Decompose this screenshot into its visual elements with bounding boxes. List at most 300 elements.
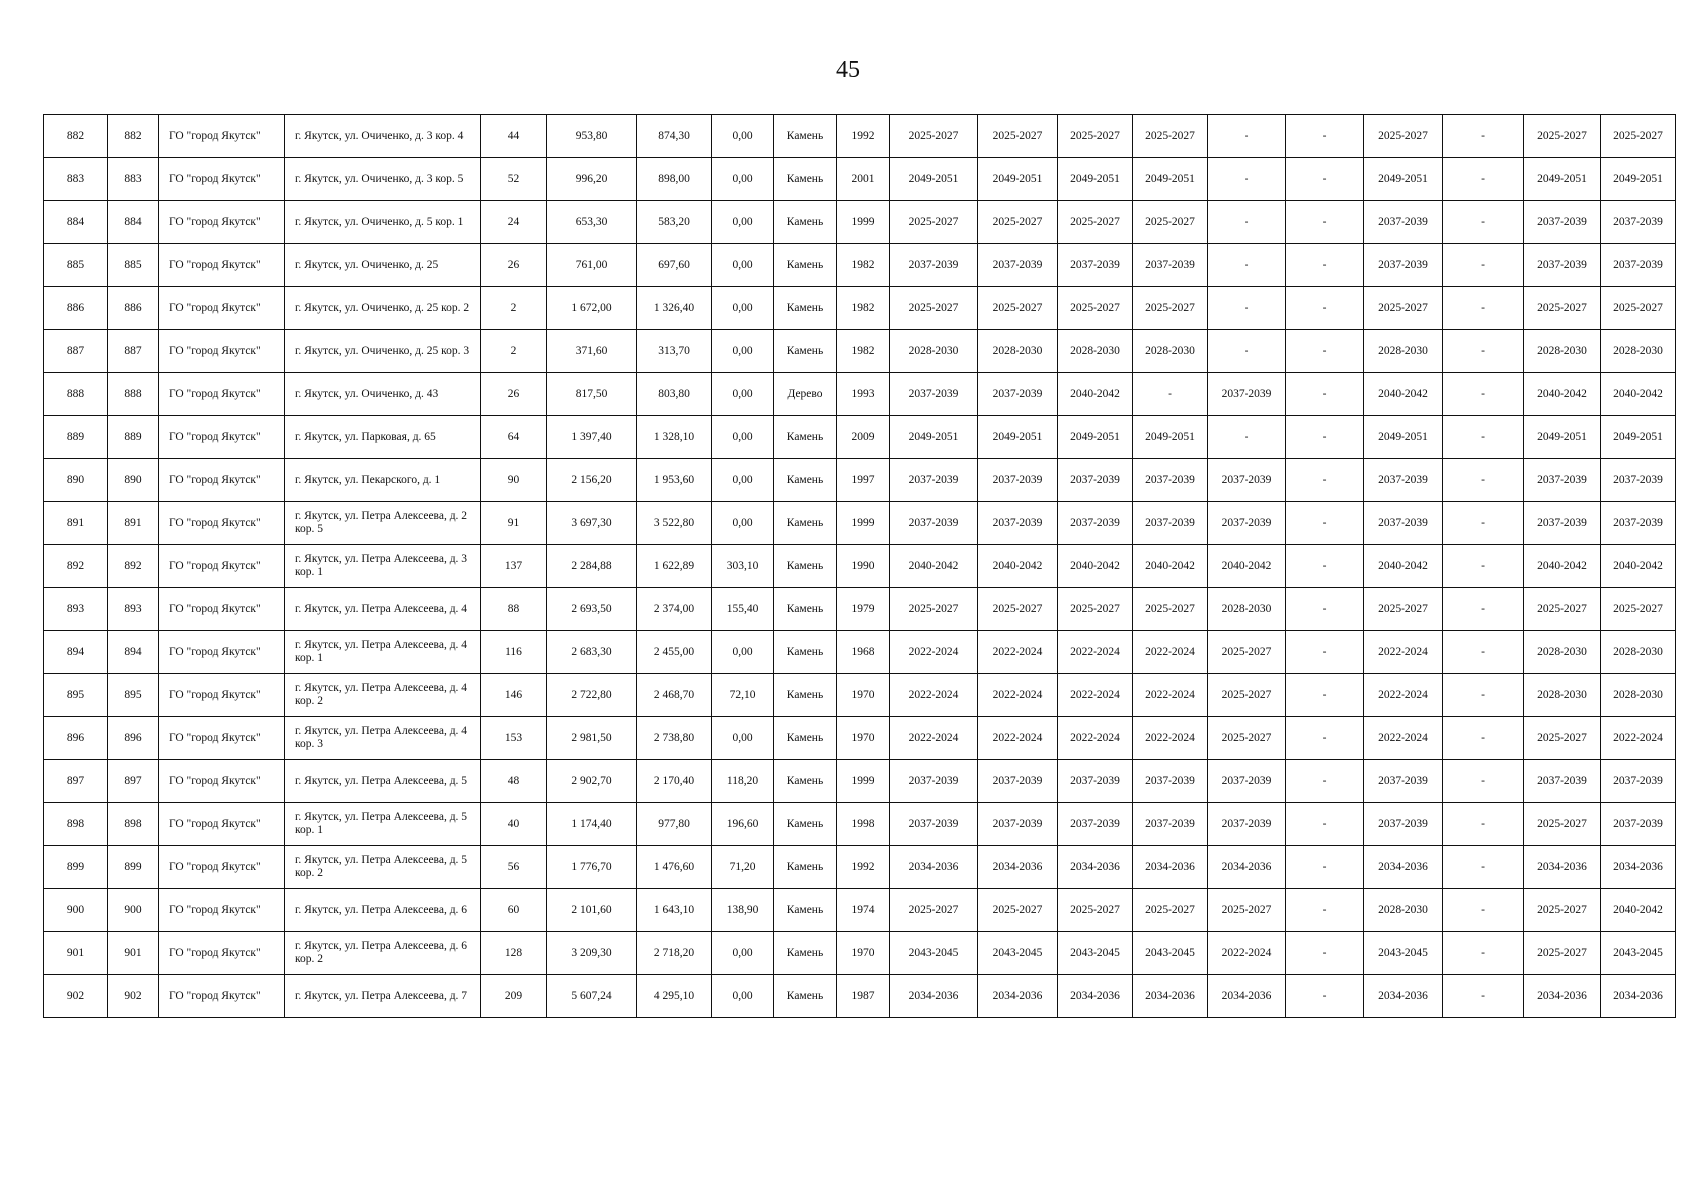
period-cell-3: 2049-2051 — [1058, 158, 1133, 201]
period-cell-4: 2025-2027 — [1133, 287, 1208, 330]
period-cell-1: 2022-2024 — [890, 717, 978, 760]
period-cell-6: - — [1286, 115, 1364, 158]
address-cell: г. Якутск, ул. Пекарского, д. 1 — [285, 459, 481, 502]
row-number-cell: 882 — [44, 115, 108, 158]
living-area-cell: 2 718,20 — [637, 932, 712, 975]
period-cell-8: - — [1443, 330, 1524, 373]
period-cell-3: 2049-2051 — [1058, 416, 1133, 459]
period-cell-7: 2025-2027 — [1364, 115, 1443, 158]
period-cell-6: - — [1286, 459, 1364, 502]
address-cell: г. Якутск, ул. Петра Алексеева, д. 5 — [285, 760, 481, 803]
period-cell-8: - — [1443, 502, 1524, 545]
total-area-cell: 371,60 — [547, 330, 637, 373]
period-cell-2: 2037-2039 — [978, 502, 1058, 545]
period-cell-2: 2022-2024 — [978, 674, 1058, 717]
year-built-cell: 1987 — [837, 975, 890, 1018]
row-number-cell: 895 — [44, 674, 108, 717]
wall-material-cell: Камень — [774, 416, 837, 459]
period-cell-2: 2049-2051 — [978, 158, 1058, 201]
period-cell-1: 2025-2027 — [890, 588, 978, 631]
municipality-cell: ГО "город Якутск" — [159, 459, 285, 502]
period-cell-9: 2028-2030 — [1524, 631, 1601, 674]
period-cell-7: 2037-2039 — [1364, 760, 1443, 803]
period-cell-2: 2034-2036 — [978, 846, 1058, 889]
period-cell-8: - — [1443, 975, 1524, 1018]
table-row — [44, 545, 1676, 588]
period-cell-9: 2040-2042 — [1524, 373, 1601, 416]
table-row — [44, 588, 1676, 631]
period-cell-2: 2025-2027 — [978, 201, 1058, 244]
period-cell-5: 2037-2039 — [1208, 502, 1286, 545]
year-built-cell: 1999 — [837, 760, 890, 803]
nonresidential-area-cell: 0,00 — [712, 287, 774, 330]
residents-cell: 153 — [481, 717, 547, 760]
period-cell-5: 2037-2039 — [1208, 459, 1286, 502]
period-cell-9: 2040-2042 — [1524, 545, 1601, 588]
period-cell-7: 2040-2042 — [1364, 545, 1443, 588]
municipality-cell: ГО "город Якутск" — [159, 717, 285, 760]
page-number: 45 — [836, 57, 860, 83]
period-cell-5: - — [1208, 201, 1286, 244]
row-number-cell: 884 — [44, 201, 108, 244]
period-cell-6: - — [1286, 932, 1364, 975]
period-cell-10: 2034-2036 — [1601, 846, 1676, 889]
period-cell-4: 2037-2039 — [1133, 244, 1208, 287]
wall-material-cell: Камень — [774, 846, 837, 889]
period-cell-5: - — [1208, 244, 1286, 287]
municipality-cell: ГО "город Якутск" — [159, 760, 285, 803]
total-area-cell: 2 722,80 — [547, 674, 637, 717]
period-cell-3: 2025-2027 — [1058, 201, 1133, 244]
living-area-cell: 2 738,80 — [637, 717, 712, 760]
house-number-cell: 885 — [108, 244, 159, 287]
residents-cell: 44 — [481, 115, 547, 158]
table-row — [44, 932, 1676, 975]
period-cell-2: 2022-2024 — [978, 631, 1058, 674]
period-cell-10: 2049-2051 — [1601, 158, 1676, 201]
municipality-cell: ГО "город Якутск" — [159, 674, 285, 717]
address-cell: г. Якутск, ул. Петра Алексеева, д. 3 кор. 1 — [285, 545, 481, 588]
total-area-cell: 2 284,88 — [547, 545, 637, 588]
period-cell-4: 2022-2024 — [1133, 674, 1208, 717]
address-cell: г. Якутск, ул. Очиченко, д. 3 кор. 4 — [285, 115, 481, 158]
table-row — [44, 975, 1676, 1018]
house-number-cell: 902 — [108, 975, 159, 1018]
period-cell-9: 2037-2039 — [1524, 502, 1601, 545]
nonresidential-area-cell: 303,10 — [712, 545, 774, 588]
table-row — [44, 760, 1676, 803]
total-area-cell: 2 101,60 — [547, 889, 637, 932]
nonresidential-area-cell: 0,00 — [712, 416, 774, 459]
house-number-cell: 884 — [108, 201, 159, 244]
period-cell-10: 2025-2027 — [1601, 588, 1676, 631]
period-cell-1: 2028-2030 — [890, 330, 978, 373]
period-cell-1: 2025-2027 — [890, 115, 978, 158]
residents-cell: 64 — [481, 416, 547, 459]
row-number-cell: 885 — [44, 244, 108, 287]
nonresidential-area-cell: 0,00 — [712, 330, 774, 373]
year-built-cell: 1993 — [837, 373, 890, 416]
period-cell-7: 2049-2051 — [1364, 158, 1443, 201]
period-cell-3: 2034-2036 — [1058, 975, 1133, 1018]
year-built-cell: 1997 — [837, 459, 890, 502]
municipality-cell: ГО "город Якутск" — [159, 846, 285, 889]
period-cell-4: 2037-2039 — [1133, 459, 1208, 502]
period-cell-4: 2028-2030 — [1133, 330, 1208, 373]
living-area-cell: 1 643,10 — [637, 889, 712, 932]
municipality-cell: ГО "город Якутск" — [159, 373, 285, 416]
row-number-cell: 891 — [44, 502, 108, 545]
table-row — [44, 287, 1676, 330]
period-cell-7: 2025-2027 — [1364, 588, 1443, 631]
house-number-cell: 887 — [108, 330, 159, 373]
address-cell: г. Якутск, ул. Петра Алексеева, д. 4 кор. 3 — [285, 717, 481, 760]
living-area-cell: 583,20 — [637, 201, 712, 244]
year-built-cell: 1998 — [837, 803, 890, 846]
house-number-cell: 895 — [108, 674, 159, 717]
period-cell-8: - — [1443, 459, 1524, 502]
period-cell-10: 2040-2042 — [1601, 545, 1676, 588]
period-cell-1: 2034-2036 — [890, 846, 978, 889]
nonresidential-area-cell: 138,90 — [712, 889, 774, 932]
period-cell-10: 2022-2024 — [1601, 717, 1676, 760]
wall-material-cell: Камень — [774, 502, 837, 545]
period-cell-5: 2040-2042 — [1208, 545, 1286, 588]
row-number-cell: 890 — [44, 459, 108, 502]
period-cell-1: 2022-2024 — [890, 631, 978, 674]
house-number-cell: 890 — [108, 459, 159, 502]
wall-material-cell: Камень — [774, 244, 837, 287]
wall-material-cell: Дерево — [774, 373, 837, 416]
total-area-cell: 653,30 — [547, 201, 637, 244]
period-cell-8: - — [1443, 631, 1524, 674]
period-cell-9: 2049-2051 — [1524, 158, 1601, 201]
period-cell-8: - — [1443, 803, 1524, 846]
period-cell-8: - — [1443, 674, 1524, 717]
period-cell-10: 2028-2030 — [1601, 631, 1676, 674]
period-cell-3: 2025-2027 — [1058, 115, 1133, 158]
wall-material-cell: Камень — [774, 631, 837, 674]
year-built-cell: 1999 — [837, 201, 890, 244]
residents-cell: 128 — [481, 932, 547, 975]
period-cell-7: 2037-2039 — [1364, 201, 1443, 244]
period-cell-1: 2049-2051 — [890, 416, 978, 459]
living-area-cell: 898,00 — [637, 158, 712, 201]
row-number-cell: 898 — [44, 803, 108, 846]
table-row — [44, 674, 1676, 717]
address-cell: г. Якутск, ул. Очиченко, д. 3 кор. 5 — [285, 158, 481, 201]
period-cell-2: 2022-2024 — [978, 717, 1058, 760]
residents-cell: 91 — [481, 502, 547, 545]
year-built-cell: 1968 — [837, 631, 890, 674]
residents-cell: 60 — [481, 889, 547, 932]
living-area-cell: 2 374,00 — [637, 588, 712, 631]
period-cell-3: 2025-2027 — [1058, 287, 1133, 330]
residents-cell: 2 — [481, 330, 547, 373]
period-cell-7: 2028-2030 — [1364, 330, 1443, 373]
period-cell-2: 2028-2030 — [978, 330, 1058, 373]
period-cell-3: 2022-2024 — [1058, 717, 1133, 760]
period-cell-9: 2037-2039 — [1524, 201, 1601, 244]
period-cell-3: 2025-2027 — [1058, 889, 1133, 932]
period-cell-6: - — [1286, 674, 1364, 717]
nonresidential-area-cell: 0,00 — [712, 975, 774, 1018]
total-area-cell: 2 693,50 — [547, 588, 637, 631]
residents-cell: 88 — [481, 588, 547, 631]
row-number-cell: 900 — [44, 889, 108, 932]
residents-cell: 90 — [481, 459, 547, 502]
residents-cell: 137 — [481, 545, 547, 588]
period-cell-9: 2034-2036 — [1524, 975, 1601, 1018]
house-number-cell: 889 — [108, 416, 159, 459]
period-cell-8: - — [1443, 846, 1524, 889]
period-cell-8: - — [1443, 201, 1524, 244]
nonresidential-area-cell: 0,00 — [712, 115, 774, 158]
period-cell-6: - — [1286, 717, 1364, 760]
living-area-cell: 3 522,80 — [637, 502, 712, 545]
house-number-cell: 900 — [108, 889, 159, 932]
wall-material-cell: Камень — [774, 760, 837, 803]
period-cell-6: - — [1286, 760, 1364, 803]
house-number-cell: 897 — [108, 760, 159, 803]
period-cell-10: 2037-2039 — [1601, 459, 1676, 502]
wall-material-cell: Камень — [774, 545, 837, 588]
period-cell-2: 2025-2027 — [978, 588, 1058, 631]
table-row — [44, 803, 1676, 846]
period-cell-4: 2040-2042 — [1133, 545, 1208, 588]
address-cell: г. Якутск, ул. Петра Алексеева, д. 5 кор. 1 — [285, 803, 481, 846]
period-cell-8: - — [1443, 889, 1524, 932]
period-cell-6: - — [1286, 158, 1364, 201]
period-cell-1: 2040-2042 — [890, 545, 978, 588]
table-row — [44, 889, 1676, 932]
wall-material-cell: Камень — [774, 803, 837, 846]
wall-material-cell: Камень — [774, 201, 837, 244]
wall-material-cell: Камень — [774, 975, 837, 1018]
year-built-cell: 1974 — [837, 889, 890, 932]
residents-cell: 146 — [481, 674, 547, 717]
period-cell-5: 2037-2039 — [1208, 803, 1286, 846]
period-cell-10: 2043-2045 — [1601, 932, 1676, 975]
period-cell-6: - — [1286, 287, 1364, 330]
period-cell-5: 2028-2030 — [1208, 588, 1286, 631]
period-cell-6: - — [1286, 846, 1364, 889]
period-cell-2: 2037-2039 — [978, 459, 1058, 502]
municipality-cell: ГО "город Якутск" — [159, 932, 285, 975]
period-cell-2: 2025-2027 — [978, 115, 1058, 158]
period-cell-3: 2028-2030 — [1058, 330, 1133, 373]
period-cell-6: - — [1286, 803, 1364, 846]
period-cell-6: - — [1286, 373, 1364, 416]
period-cell-7: 2037-2039 — [1364, 244, 1443, 287]
period-cell-10: 2037-2039 — [1601, 803, 1676, 846]
municipality-cell: ГО "город Якутск" — [159, 975, 285, 1018]
total-area-cell: 953,80 — [547, 115, 637, 158]
period-cell-1: 2037-2039 — [890, 502, 978, 545]
housing-registry-table — [43, 114, 1676, 1018]
address-cell: г. Якутск, ул. Очиченко, д. 5 кор. 1 — [285, 201, 481, 244]
period-cell-2: 2040-2042 — [978, 545, 1058, 588]
row-number-cell: 896 — [44, 717, 108, 760]
house-number-cell: 899 — [108, 846, 159, 889]
house-number-cell: 892 — [108, 545, 159, 588]
period-cell-4: 2037-2039 — [1133, 502, 1208, 545]
period-cell-6: - — [1286, 244, 1364, 287]
period-cell-5: - — [1208, 115, 1286, 158]
period-cell-4: 2043-2045 — [1133, 932, 1208, 975]
municipality-cell: ГО "город Якутск" — [159, 158, 285, 201]
total-area-cell: 5 607,24 — [547, 975, 637, 1018]
nonresidential-area-cell: 0,00 — [712, 201, 774, 244]
year-built-cell: 1992 — [837, 115, 890, 158]
address-cell: г. Якутск, ул. Очиченко, д. 43 — [285, 373, 481, 416]
period-cell-8: - — [1443, 287, 1524, 330]
year-built-cell: 2001 — [837, 158, 890, 201]
period-cell-7: 2022-2024 — [1364, 674, 1443, 717]
period-cell-8: - — [1443, 545, 1524, 588]
house-number-cell: 891 — [108, 502, 159, 545]
period-cell-10: 2037-2039 — [1601, 201, 1676, 244]
period-cell-3: 2037-2039 — [1058, 459, 1133, 502]
living-area-cell: 977,80 — [637, 803, 712, 846]
period-cell-4: 2049-2051 — [1133, 416, 1208, 459]
period-cell-10: 2037-2039 — [1601, 760, 1676, 803]
period-cell-2: 2037-2039 — [978, 803, 1058, 846]
residents-cell: 56 — [481, 846, 547, 889]
period-cell-5: 2034-2036 — [1208, 846, 1286, 889]
living-area-cell: 4 295,10 — [637, 975, 712, 1018]
total-area-cell: 2 902,70 — [547, 760, 637, 803]
row-number-cell: 892 — [44, 545, 108, 588]
nonresidential-area-cell: 71,20 — [712, 846, 774, 889]
year-built-cell: 1979 — [837, 588, 890, 631]
period-cell-9: 2037-2039 — [1524, 459, 1601, 502]
period-cell-6: - — [1286, 502, 1364, 545]
table-body — [44, 115, 1676, 1018]
living-area-cell: 1 476,60 — [637, 846, 712, 889]
wall-material-cell: Камень — [774, 889, 837, 932]
row-number-cell: 888 — [44, 373, 108, 416]
address-cell: г. Якутск, ул. Петра Алексеева, д. 4 кор. 2 — [285, 674, 481, 717]
row-number-cell: 886 — [44, 287, 108, 330]
period-cell-1: 2034-2036 — [890, 975, 978, 1018]
year-built-cell: 1999 — [837, 502, 890, 545]
period-cell-6: - — [1286, 330, 1364, 373]
period-cell-1: 2049-2051 — [890, 158, 978, 201]
period-cell-10: 2040-2042 — [1601, 373, 1676, 416]
period-cell-1: 2025-2027 — [890, 889, 978, 932]
period-cell-7: 2037-2039 — [1364, 459, 1443, 502]
period-cell-6: - — [1286, 416, 1364, 459]
period-cell-5: 2022-2024 — [1208, 932, 1286, 975]
address-cell: г. Якутск, ул. Петра Алексеева, д. 7 — [285, 975, 481, 1018]
period-cell-5: - — [1208, 416, 1286, 459]
residents-cell: 48 — [481, 760, 547, 803]
year-built-cell: 1990 — [837, 545, 890, 588]
house-number-cell: 886 — [108, 287, 159, 330]
nonresidential-area-cell: 0,00 — [712, 459, 774, 502]
residents-cell: 52 — [481, 158, 547, 201]
period-cell-2: 2025-2027 — [978, 889, 1058, 932]
table-row — [44, 330, 1676, 373]
wall-material-cell: Камень — [774, 932, 837, 975]
total-area-cell: 1 776,70 — [547, 846, 637, 889]
period-cell-3: 2037-2039 — [1058, 803, 1133, 846]
period-cell-9: 2049-2051 — [1524, 416, 1601, 459]
address-cell: г. Якутск, ул. Очиченко, д. 25 кор. 3 — [285, 330, 481, 373]
period-cell-10: 2028-2030 — [1601, 674, 1676, 717]
total-area-cell: 2 156,20 — [547, 459, 637, 502]
period-cell-7: 2037-2039 — [1364, 803, 1443, 846]
period-cell-7: 2043-2045 — [1364, 932, 1443, 975]
period-cell-4: 2034-2036 — [1133, 975, 1208, 1018]
period-cell-10: 2037-2039 — [1601, 502, 1676, 545]
period-cell-1: 2037-2039 — [890, 459, 978, 502]
address-cell: г. Якутск, ул. Петра Алексеева, д. 5 кор. 2 — [285, 846, 481, 889]
municipality-cell: ГО "город Якутск" — [159, 803, 285, 846]
living-area-cell: 2 170,40 — [637, 760, 712, 803]
living-area-cell: 803,80 — [637, 373, 712, 416]
nonresidential-area-cell: 0,00 — [712, 717, 774, 760]
total-area-cell: 996,20 — [547, 158, 637, 201]
living-area-cell: 2 455,00 — [637, 631, 712, 674]
period-cell-10: 2049-2051 — [1601, 416, 1676, 459]
table-row — [44, 631, 1676, 674]
nonresidential-area-cell: 118,20 — [712, 760, 774, 803]
nonresidential-area-cell: 0,00 — [712, 932, 774, 975]
period-cell-3: 2037-2039 — [1058, 760, 1133, 803]
nonresidential-area-cell: 72,10 — [712, 674, 774, 717]
period-cell-9: 2037-2039 — [1524, 244, 1601, 287]
table-row — [44, 717, 1676, 760]
house-number-cell: 896 — [108, 717, 159, 760]
period-cell-1: 2037-2039 — [890, 373, 978, 416]
table-row — [44, 846, 1676, 889]
address-cell: г. Якутск, ул. Петра Алексеева, д. 4 кор. 1 — [285, 631, 481, 674]
period-cell-9: 2025-2027 — [1524, 717, 1601, 760]
period-cell-7: 2022-2024 — [1364, 631, 1443, 674]
house-number-cell: 898 — [108, 803, 159, 846]
nonresidential-area-cell: 155,40 — [712, 588, 774, 631]
row-number-cell: 883 — [44, 158, 108, 201]
living-area-cell: 874,30 — [637, 115, 712, 158]
period-cell-5: 2034-2036 — [1208, 975, 1286, 1018]
municipality-cell: ГО "город Якутск" — [159, 330, 285, 373]
period-cell-8: - — [1443, 588, 1524, 631]
table-row — [44, 373, 1676, 416]
period-cell-5: - — [1208, 158, 1286, 201]
period-cell-2: 2043-2045 — [978, 932, 1058, 975]
period-cell-9: 2025-2027 — [1524, 932, 1601, 975]
period-cell-8: - — [1443, 416, 1524, 459]
total-area-cell: 3 697,30 — [547, 502, 637, 545]
period-cell-3: 2037-2039 — [1058, 244, 1133, 287]
period-cell-1: 2037-2039 — [890, 244, 978, 287]
period-cell-9: 2025-2027 — [1524, 115, 1601, 158]
period-cell-4: 2049-2051 — [1133, 158, 1208, 201]
row-number-cell: 902 — [44, 975, 108, 1018]
period-cell-2: 2034-2036 — [978, 975, 1058, 1018]
year-built-cell: 1982 — [837, 330, 890, 373]
period-cell-5: 2025-2027 — [1208, 674, 1286, 717]
residents-cell: 26 — [481, 244, 547, 287]
nonresidential-area-cell: 0,00 — [712, 158, 774, 201]
address-cell: г. Якутск, ул. Петра Алексеева, д. 2 кор. 5 — [285, 502, 481, 545]
row-number-cell: 899 — [44, 846, 108, 889]
period-cell-3: 2022-2024 — [1058, 674, 1133, 717]
municipality-cell: ГО "город Якутск" — [159, 287, 285, 330]
period-cell-6: - — [1286, 631, 1364, 674]
